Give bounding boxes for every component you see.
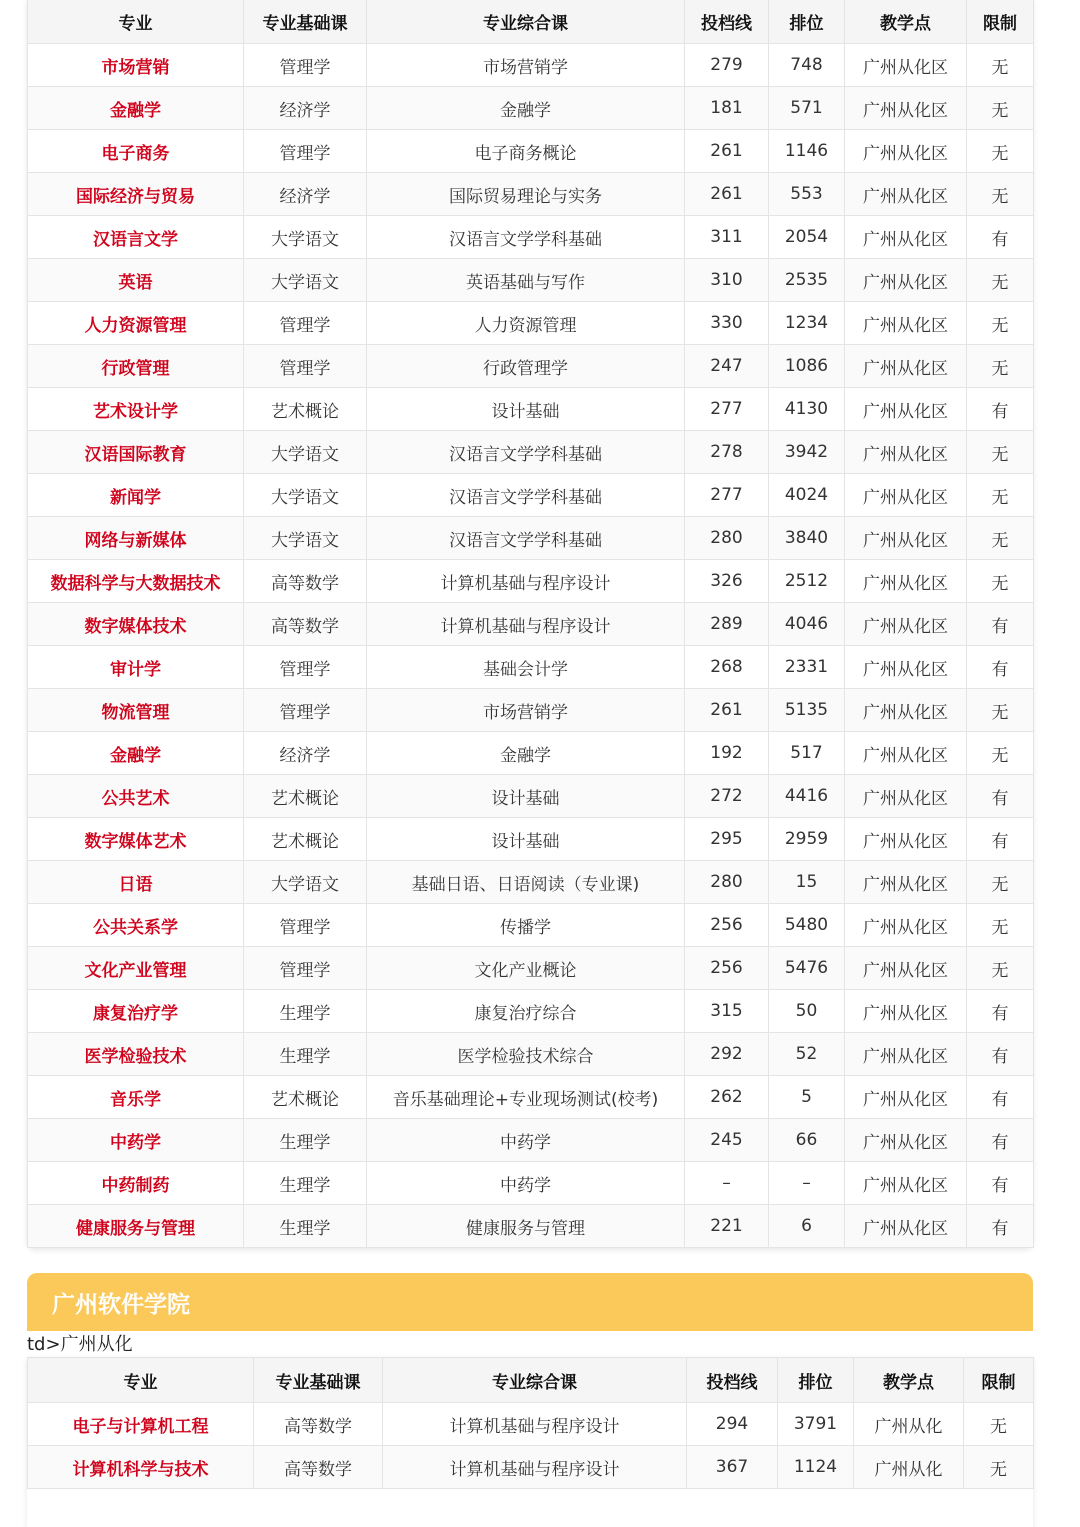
cell-score-line: 292 — [685, 1033, 769, 1076]
table-row — [28, 990, 1034, 1033]
cell-campus: 广州从化区 — [845, 388, 967, 431]
cell-comprehensive-course: 国际贸易理论与实务 — [367, 173, 685, 216]
cell-campus: 广州从化区 — [845, 1205, 967, 1248]
cell-major: 电子商务 — [28, 130, 244, 173]
table-row — [28, 345, 1034, 388]
cell-basic-course: 管理学 — [244, 302, 367, 345]
cell-score-line: 268 — [685, 646, 769, 689]
cell-campus: 广州从化区 — [845, 431, 967, 474]
cell-rank: 1124 — [778, 1446, 854, 1489]
cell-major: 国际经济与贸易 — [28, 173, 244, 216]
cell-rank: 1146 — [769, 130, 845, 173]
cell-score-line: 261 — [685, 130, 769, 173]
cell-basic-course: 生理学 — [244, 1205, 367, 1248]
cell-basic-course: 高等数学 — [254, 1446, 383, 1489]
cell-score-line: 261 — [685, 173, 769, 216]
cell-score-line: 245 — [685, 1119, 769, 1162]
cell-rank: 4024 — [769, 474, 845, 517]
cell-campus: 广州从化区 — [845, 1076, 967, 1119]
cell-campus: 广州从化区 — [845, 732, 967, 775]
cell-restriction: 无 — [967, 130, 1034, 173]
table-row — [28, 87, 1034, 130]
table-row — [28, 1446, 1034, 1489]
cell-restriction: 无 — [967, 87, 1034, 130]
cell-basic-course: 管理学 — [244, 646, 367, 689]
header-restriction: 限制 — [967, 0, 1034, 44]
cell-campus: 广州从化区 — [845, 775, 967, 818]
cell-rank: 5135 — [769, 689, 845, 732]
cell-campus: 广州从化 — [854, 1403, 964, 1446]
cell-comprehensive-course: 汉语言文学学科基础 — [367, 517, 685, 560]
cell-rank: 3942 — [769, 431, 845, 474]
school-banner — [27, 1273, 1033, 1331]
cell-major: 行政管理 — [28, 345, 244, 388]
admission-table-2-body — [28, 1403, 1034, 1489]
cell-basic-course: 生理学 — [244, 1033, 367, 1076]
cell-campus: 广州从化区 — [845, 904, 967, 947]
cell-major: 公共艺术 — [28, 775, 244, 818]
stray-markup-text: td>广州从化 — [27, 1334, 133, 1355]
cell-restriction: 无 — [964, 1403, 1034, 1446]
cell-comprehensive-course: 计算机基础与程序设计 — [367, 560, 685, 603]
cell-rank: 4046 — [769, 603, 845, 646]
header-rank: 排位 — [778, 1358, 854, 1403]
cell-basic-course: 大学语文 — [244, 861, 367, 904]
cell-major: 计算机科学与技术 — [28, 1446, 254, 1489]
cell-comprehensive-course: 健康服务与管理 — [367, 1205, 685, 1248]
cell-campus: 广州从化区 — [845, 345, 967, 388]
header-campus: 教学点 — [845, 0, 967, 44]
cell-restriction: 有 — [967, 1076, 1034, 1119]
cell-comprehensive-course: 汉语言文学学科基础 — [367, 216, 685, 259]
cell-rank: 4130 — [769, 388, 845, 431]
cell-campus: 广州从化区 — [845, 302, 967, 345]
cell-campus: 广州从化 — [854, 1446, 964, 1489]
cell-rank: 2054 — [769, 216, 845, 259]
table-row — [28, 947, 1034, 990]
cell-comprehensive-course: 基础日语、日语阅读（专业课) — [367, 861, 685, 904]
cell-comprehensive-course: 电子商务概论 — [367, 130, 685, 173]
cell-score-line: 272 — [685, 775, 769, 818]
cell-basic-course: 高等数学 — [244, 560, 367, 603]
cell-major: 人力资源管理 — [28, 302, 244, 345]
school-name: 广州软件学院 — [52, 1291, 190, 1318]
table-row — [28, 1403, 1034, 1446]
cell-rank: – — [769, 1162, 845, 1205]
cell-major: 金融学 — [28, 87, 244, 130]
cell-comprehensive-course: 康复治疗综合 — [367, 990, 685, 1033]
cell-restriction: 无 — [967, 345, 1034, 388]
cell-comprehensive-course: 计算机基础与程序设计 — [383, 1403, 687, 1446]
cell-comprehensive-course: 英语基础与写作 — [367, 259, 685, 302]
header-campus: 教学点 — [854, 1358, 964, 1403]
cell-comprehensive-course: 计算机基础与程序设计 — [367, 603, 685, 646]
cell-basic-course: 管理学 — [244, 689, 367, 732]
cell-rank: 3791 — [778, 1403, 854, 1446]
cell-score-line: 279 — [685, 44, 769, 87]
cell-comprehensive-course: 行政管理学 — [367, 345, 685, 388]
header-comprehensive-course: 专业综合课 — [367, 0, 685, 44]
cell-rank: 571 — [769, 87, 845, 130]
cell-comprehensive-course: 设计基础 — [367, 775, 685, 818]
cell-campus: 广州从化区 — [845, 1119, 967, 1162]
cell-campus: 广州从化区 — [845, 861, 967, 904]
table-row — [28, 302, 1034, 345]
cell-basic-course: 大学语文 — [244, 517, 367, 560]
table-row — [28, 904, 1034, 947]
cell-basic-course: 高等数学 — [244, 603, 367, 646]
cell-score-line: 247 — [685, 345, 769, 388]
table-row — [28, 775, 1034, 818]
cell-rank: 3840 — [769, 517, 845, 560]
cell-restriction: 有 — [967, 990, 1034, 1033]
header-major: 专业 — [28, 0, 244, 44]
cell-comprehensive-course: 中药学 — [367, 1119, 685, 1162]
cell-comprehensive-course: 金融学 — [367, 732, 685, 775]
cell-rank: 748 — [769, 44, 845, 87]
cell-comprehensive-course: 基础会计学 — [367, 646, 685, 689]
cell-comprehensive-course: 中药学 — [367, 1162, 685, 1205]
cell-comprehensive-course: 市场营销学 — [367, 689, 685, 732]
cell-score-line: 310 — [685, 259, 769, 302]
cell-score-line: 367 — [687, 1446, 778, 1489]
cell-basic-course: 生理学 — [244, 1119, 367, 1162]
cell-major: 音乐学 — [28, 1076, 244, 1119]
cell-basic-course: 大学语文 — [244, 474, 367, 517]
table-row — [28, 732, 1034, 775]
cell-restriction: 无 — [967, 904, 1034, 947]
cell-major: 健康服务与管理 — [28, 1205, 244, 1248]
cell-score-line: 311 — [685, 216, 769, 259]
cell-basic-course: 生理学 — [244, 990, 367, 1033]
cell-campus: 广州从化区 — [845, 990, 967, 1033]
cell-restriction: 无 — [967, 302, 1034, 345]
header-major: 专业 — [28, 1358, 254, 1403]
header-basic-course: 专业基础课 — [254, 1358, 383, 1403]
cell-major: 艺术设计学 — [28, 388, 244, 431]
cell-restriction: 无 — [967, 431, 1034, 474]
cell-score-line: 256 — [685, 947, 769, 990]
cell-comprehensive-course: 人力资源管理 — [367, 302, 685, 345]
table-row — [28, 173, 1034, 216]
cell-comprehensive-course: 设计基础 — [367, 818, 685, 861]
cell-rank: 66 — [769, 1119, 845, 1162]
cell-basic-course: 艺术概论 — [244, 818, 367, 861]
table-header-row — [28, 1358, 1034, 1403]
admission-table-1-body — [28, 44, 1034, 1248]
cell-score-line: 192 — [685, 732, 769, 775]
cell-major: 物流管理 — [28, 689, 244, 732]
table-row — [28, 431, 1034, 474]
cell-campus: 广州从化区 — [845, 1033, 967, 1076]
table-row — [28, 560, 1034, 603]
cell-major: 汉语言文学 — [28, 216, 244, 259]
table-header-row — [28, 0, 1034, 44]
table-row — [28, 818, 1034, 861]
admission-table-1 — [27, 0, 1034, 1248]
table-row — [28, 689, 1034, 732]
cell-rank: 1086 — [769, 345, 845, 388]
cell-rank: 2959 — [769, 818, 845, 861]
cell-major: 中药制药 — [28, 1162, 244, 1205]
table-row — [28, 861, 1034, 904]
cell-major: 康复治疗学 — [28, 990, 244, 1033]
cell-restriction: 无 — [967, 861, 1034, 904]
cell-campus: 广州从化区 — [845, 173, 967, 216]
cell-basic-course: 生理学 — [244, 1162, 367, 1205]
admission-table-card-2 — [27, 1357, 1033, 1527]
cell-campus: 广州从化区 — [845, 1162, 967, 1205]
cell-basic-course: 大学语文 — [244, 216, 367, 259]
cell-basic-course: 经济学 — [244, 87, 367, 130]
table-row — [28, 44, 1034, 87]
cell-comprehensive-course: 市场营销学 — [367, 44, 685, 87]
cell-restriction: 有 — [967, 1119, 1034, 1162]
cell-rank: 2512 — [769, 560, 845, 603]
cell-campus: 广州从化区 — [845, 603, 967, 646]
table-row — [28, 216, 1034, 259]
cell-comprehensive-course: 文化产业概论 — [367, 947, 685, 990]
cell-basic-course: 管理学 — [244, 130, 367, 173]
cell-basic-course: 管理学 — [244, 345, 367, 388]
cell-rank: 15 — [769, 861, 845, 904]
table-row — [28, 603, 1034, 646]
cell-major: 数字媒体艺术 — [28, 818, 244, 861]
cell-rank: 4416 — [769, 775, 845, 818]
cell-score-line: 294 — [687, 1403, 778, 1446]
table-row — [28, 130, 1034, 173]
cell-restriction: 有 — [967, 818, 1034, 861]
cell-major: 数据科学与大数据技术 — [28, 560, 244, 603]
cell-basic-course: 艺术概论 — [244, 1076, 367, 1119]
cell-basic-course: 艺术概论 — [244, 775, 367, 818]
cell-restriction: 无 — [967, 259, 1034, 302]
cell-campus: 广州从化区 — [845, 689, 967, 732]
cell-major: 中药学 — [28, 1119, 244, 1162]
table-row — [28, 1076, 1034, 1119]
cell-campus: 广州从化区 — [845, 560, 967, 603]
table-row — [28, 1033, 1034, 1076]
cell-score-line: 289 — [685, 603, 769, 646]
cell-score-line: 221 — [685, 1205, 769, 1248]
header-restriction: 限制 — [964, 1358, 1034, 1403]
cell-campus: 广州从化区 — [845, 216, 967, 259]
table-row — [28, 388, 1034, 431]
cell-score-line: 181 — [685, 87, 769, 130]
cell-rank: 1234 — [769, 302, 845, 345]
cell-rank: 5476 — [769, 947, 845, 990]
cell-major: 电子与计算机工程 — [28, 1403, 254, 1446]
cell-campus: 广州从化区 — [845, 947, 967, 990]
cell-basic-course: 经济学 — [244, 173, 367, 216]
cell-restriction: 无 — [967, 689, 1034, 732]
header-comprehensive-course: 专业综合课 — [383, 1358, 687, 1403]
table-row — [28, 1119, 1034, 1162]
cell-score-line: 315 — [685, 990, 769, 1033]
cell-major: 医学检验技术 — [28, 1033, 244, 1076]
cell-restriction: 有 — [967, 603, 1034, 646]
cell-campus: 广州从化区 — [845, 646, 967, 689]
table-row — [28, 1162, 1034, 1205]
cell-campus: 广州从化区 — [845, 87, 967, 130]
cell-major: 英语 — [28, 259, 244, 302]
cell-restriction: 无 — [967, 947, 1034, 990]
cell-major: 数字媒体技术 — [28, 603, 244, 646]
cell-comprehensive-course: 设计基础 — [367, 388, 685, 431]
cell-score-line: 295 — [685, 818, 769, 861]
cell-score-line: 278 — [685, 431, 769, 474]
table-row — [28, 474, 1034, 517]
admission-table-card-1 — [27, 0, 1033, 1248]
cell-restriction: 有 — [967, 216, 1034, 259]
cell-score-line: 277 — [685, 388, 769, 431]
cell-restriction: 无 — [967, 474, 1034, 517]
table-row — [28, 517, 1034, 560]
cell-rank: 2331 — [769, 646, 845, 689]
cell-campus: 广州从化区 — [845, 474, 967, 517]
cell-rank: 5480 — [769, 904, 845, 947]
cell-restriction: 无 — [967, 517, 1034, 560]
table-row — [28, 259, 1034, 302]
cell-comprehensive-course: 传播学 — [367, 904, 685, 947]
cell-basic-course: 高等数学 — [254, 1403, 383, 1446]
cell-rank: 553 — [769, 173, 845, 216]
cell-score-line: 277 — [685, 474, 769, 517]
cell-basic-course: 大学语文 — [244, 431, 367, 474]
table-row — [28, 1205, 1034, 1248]
cell-major: 网络与新媒体 — [28, 517, 244, 560]
cell-major: 汉语国际教育 — [28, 431, 244, 474]
cell-restriction: 无 — [967, 173, 1034, 216]
cell-comprehensive-course: 汉语言文学学科基础 — [367, 474, 685, 517]
cell-campus: 广州从化区 — [845, 517, 967, 560]
cell-basic-course: 经济学 — [244, 732, 367, 775]
cell-rank: 5 — [769, 1076, 845, 1119]
cell-comprehensive-course: 音乐基础理论+专业现场测试(校考) — [367, 1076, 685, 1119]
admission-table-2 — [27, 1357, 1034, 1489]
cell-restriction: 有 — [967, 775, 1034, 818]
cell-major: 日语 — [28, 861, 244, 904]
cell-rank: 2535 — [769, 259, 845, 302]
cell-score-line: 280 — [685, 861, 769, 904]
cell-restriction: 无 — [967, 560, 1034, 603]
cell-rank: 517 — [769, 732, 845, 775]
cell-rank: 52 — [769, 1033, 845, 1076]
cell-restriction: 有 — [967, 388, 1034, 431]
cell-score-line: 326 — [685, 560, 769, 603]
cell-major: 审计学 — [28, 646, 244, 689]
header-rank: 排位 — [769, 0, 845, 44]
cell-score-line: – — [685, 1162, 769, 1205]
cell-basic-course: 大学语文 — [244, 259, 367, 302]
cell-major: 文化产业管理 — [28, 947, 244, 990]
cell-restriction: 有 — [967, 1162, 1034, 1205]
header-basic-course: 专业基础课 — [244, 0, 367, 44]
cell-campus: 广州从化区 — [845, 130, 967, 173]
cell-comprehensive-course: 金融学 — [367, 87, 685, 130]
cell-comprehensive-course: 医学检验技术综合 — [367, 1033, 685, 1076]
cell-score-line: 330 — [685, 302, 769, 345]
cell-score-line: 261 — [685, 689, 769, 732]
cell-major: 新闻学 — [28, 474, 244, 517]
cell-basic-course: 管理学 — [244, 904, 367, 947]
table-row — [28, 646, 1034, 689]
cell-comprehensive-course: 汉语言文学学科基础 — [367, 431, 685, 474]
cell-campus: 广州从化区 — [845, 44, 967, 87]
cell-score-line: 256 — [685, 904, 769, 947]
cell-major: 公共关系学 — [28, 904, 244, 947]
cell-major: 市场营销 — [28, 44, 244, 87]
cell-score-line: 280 — [685, 517, 769, 560]
cell-campus: 广州从化区 — [845, 259, 967, 302]
cell-restriction: 无 — [964, 1446, 1034, 1489]
header-score-line: 投档线 — [687, 1358, 778, 1403]
cell-restriction: 有 — [967, 1033, 1034, 1076]
cell-campus: 广州从化区 — [845, 818, 967, 861]
cell-comprehensive-course: 计算机基础与程序设计 — [383, 1446, 687, 1489]
cell-score-line: 262 — [685, 1076, 769, 1119]
cell-basic-course: 艺术概论 — [244, 388, 367, 431]
cell-restriction: 无 — [967, 44, 1034, 87]
cell-restriction: 无 — [967, 732, 1034, 775]
cell-basic-course: 管理学 — [244, 947, 367, 990]
header-score-line: 投档线 — [685, 0, 769, 44]
cell-basic-course: 管理学 — [244, 44, 367, 87]
cell-rank: 50 — [769, 990, 845, 1033]
cell-restriction: 有 — [967, 1205, 1034, 1248]
cell-restriction: 有 — [967, 646, 1034, 689]
cell-rank: 6 — [769, 1205, 845, 1248]
cell-major: 金融学 — [28, 732, 244, 775]
